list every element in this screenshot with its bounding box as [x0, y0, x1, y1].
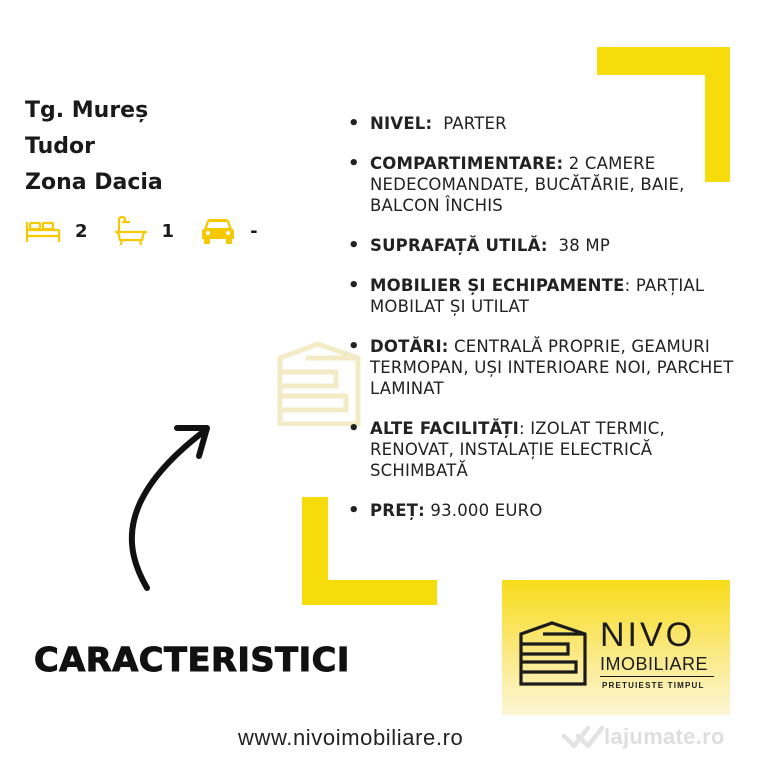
- bathrooms-count: 1: [161, 220, 175, 242]
- feature-item-suprafata: [346, 235, 738, 256]
- feature-label: MOBILIER ȘI ECHIPAMENTE: [370, 276, 625, 295]
- location-area: Tudor: [25, 134, 95, 159]
- feature-label: DOTĂRI:: [370, 337, 449, 356]
- feature-value: : PARȚIAL MOBILAT ȘI UTILAT: [370, 276, 705, 316]
- bed-icon: [25, 218, 61, 244]
- lajumate-text: lajumate.ro: [604, 724, 725, 749]
- feature-value: 93.000 EURO: [424, 501, 543, 520]
- lajumate-check-icon: [560, 722, 604, 752]
- curved-arrow-icon: [95, 410, 220, 595]
- feature-value: 38 MP: [547, 236, 610, 255]
- feature-item-compartimentare: [346, 153, 738, 216]
- location-block: [25, 93, 163, 201]
- building-logo-icon: [518, 620, 588, 686]
- brand-subtitle: IMOBILIARE: [600, 654, 709, 674]
- feature-value: CENTRALĂ PROPRIE, GEAMURI TERMOPAN, UȘI INTERIOARE NOI, PARCHET LAMINAT: [370, 337, 734, 398]
- features-list: [346, 113, 738, 540]
- brand-tagline: PRETUIESTE TIMPUL: [602, 681, 705, 690]
- location-city: Tg. Mureș: [25, 98, 149, 123]
- amenities-row: [25, 216, 284, 246]
- bedrooms-count: 2: [75, 220, 88, 242]
- location-zone: Zona Dacia: [25, 170, 163, 195]
- bathtub-icon: [114, 216, 148, 246]
- feature-item-alte-facilitati: [346, 418, 738, 481]
- lajumate-watermark: [560, 722, 725, 752]
- feature-item-pret: [346, 500, 738, 521]
- feature-label: COMPARTIMENTARE:: [370, 154, 564, 173]
- car-icon: [200, 217, 236, 245]
- feature-item-mobilier: [346, 275, 738, 317]
- feature-label: ALTE FACILITĂȚI: [370, 419, 520, 438]
- feature-value: 2 CAMERE NEDECOMANDATE, BUCĂTĂRIE, BAIE, BALCON ÎNCHIS: [370, 154, 685, 215]
- website-link[interactable]: www.nivoimobiliare.ro: [238, 725, 464, 750]
- feature-label: NIVEL:: [370, 114, 433, 133]
- feature-label: SUPRAFAȚĂ UTILĂ:: [370, 236, 548, 255]
- feature-item-dotari: [346, 336, 738, 399]
- feature-value: PARTER: [432, 114, 507, 133]
- page-title: CARACTERISTICI: [34, 640, 350, 679]
- feature-item-nivel: [346, 113, 738, 134]
- parking-value: -: [250, 220, 258, 242]
- brand-logo-box: [502, 580, 730, 715]
- brand-name: NIVO: [600, 616, 696, 654]
- feature-value: : IZOLAT TERMIC, RENOVAT, INSTALAȚIE ELECTRICĂ SCHIMBATĂ: [370, 419, 665, 480]
- brand-divider: [600, 676, 714, 677]
- feature-label: PREȚ:: [370, 501, 425, 520]
- yellow-corner-bracket-bottom: [302, 580, 437, 605]
